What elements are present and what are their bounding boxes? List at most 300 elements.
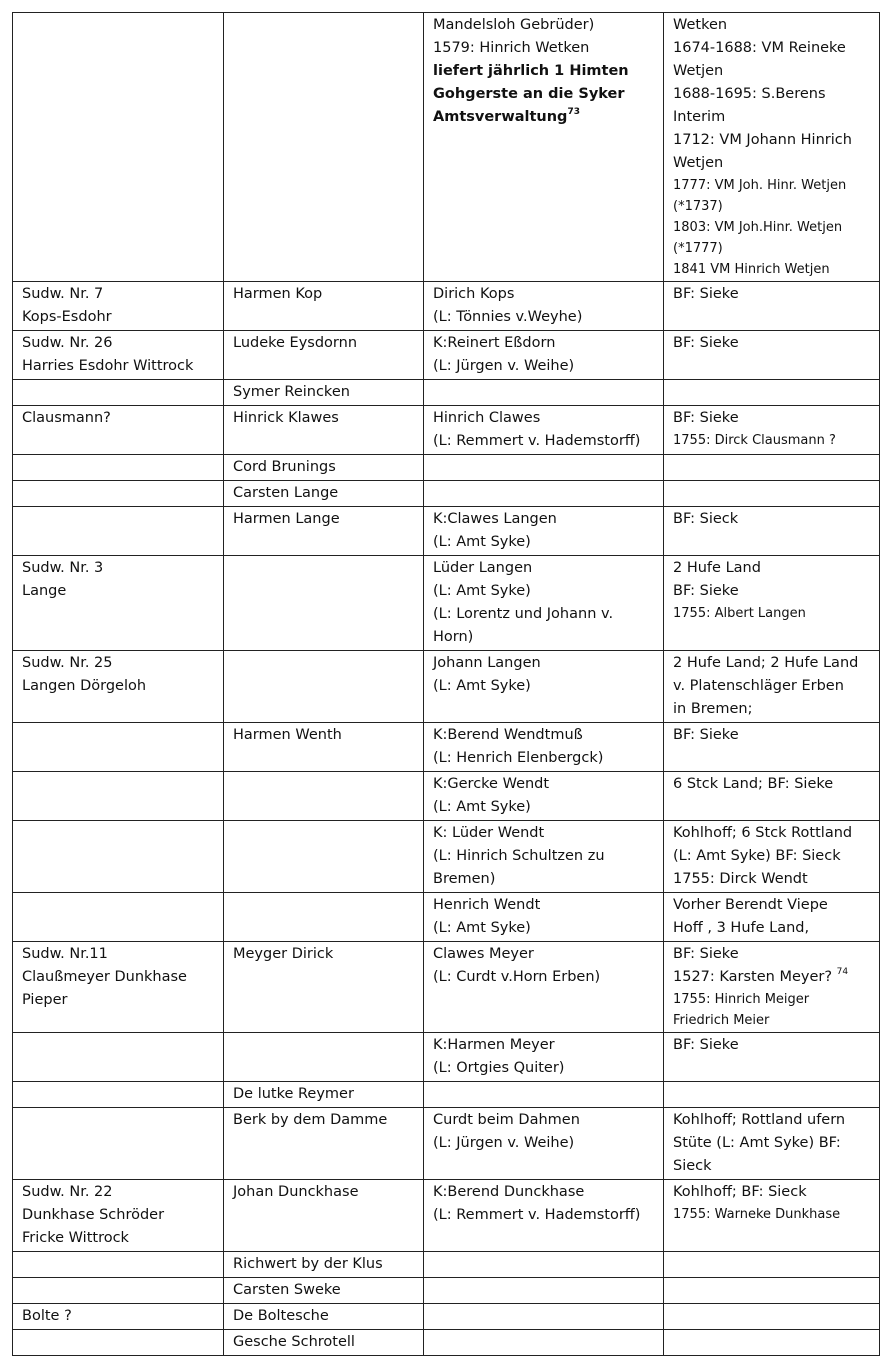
cell-text: Horn) [433,629,474,645]
holder-1585-cell [224,1082,424,1108]
cell-line [673,1010,870,1031]
holder-later-cell [424,481,664,507]
cell-line [433,868,654,891]
cell-line [673,196,870,217]
parcel-cell [13,1330,224,1356]
parcel-cell [13,13,224,282]
cell-line [433,37,654,60]
notes-cell [664,556,880,651]
cell-text: Berk by dem Damme [233,1112,388,1128]
holder-1585-cell [224,1330,424,1356]
cell-line [233,1083,414,1106]
notes-cell [664,380,880,406]
cell-text: (L: Jürgen v. Weihe) [433,358,575,374]
cell-line [673,1109,870,1132]
cell-line [433,1057,654,1080]
cell-text: Carsten Sweke [233,1282,341,1298]
cell-line [22,989,214,1012]
table-row [13,1278,880,1304]
holder-1585-cell [224,651,424,723]
holder-1585-cell [224,723,424,772]
cell-line [673,557,870,580]
cell-text: Dirich Kops [433,286,515,302]
parcel-cell [13,380,224,406]
holder-1585-cell [224,282,424,331]
holder-1585-cell [224,1180,424,1252]
cell-text: Lüder Langen [433,560,533,576]
cell-text: Kohlhoff; BF: Sieck [673,1184,807,1200]
cell-line [433,626,654,649]
notes-cell [664,1108,880,1180]
notes-cell [664,1330,880,1356]
cell-text: (L: Jürgen v. Weihe) [433,1135,575,1151]
cell-text: BF: Sieke [673,946,739,962]
table-row [13,1082,880,1108]
cell-line [433,430,654,453]
cell-text: Harmen Wenth [233,727,342,743]
parcel-cell [13,331,224,380]
parcel-cell [13,1252,224,1278]
cell-text: K:Harmen Meyer [433,1037,555,1053]
cell-text: BF: Sieke [673,583,739,599]
cell-line [433,1204,654,1227]
holder-later-cell [424,1252,664,1278]
holder-later-cell [424,507,664,556]
notes-cell [664,1180,880,1252]
footnote-ref: 74 [836,967,849,977]
cell-line [673,675,870,698]
cell-line [233,943,414,966]
cell-line [433,407,654,430]
cell-line [673,14,870,37]
cell-line [673,580,870,603]
table-row [13,821,880,893]
cell-line [22,283,214,306]
cell-line [22,1204,214,1227]
cell-text: (L: Ortgies Quiter) [433,1060,565,1076]
cell-line [433,652,654,675]
footnote-ref: 73 [567,107,580,117]
cell-line [22,966,214,989]
holder-1585-cell [224,406,424,455]
cell-text: K:Clawes Langen [433,511,557,527]
notes-cell [664,1278,880,1304]
cell-line [673,1132,870,1155]
holder-1585-cell [224,1304,424,1330]
cell-line [233,332,414,355]
cell-line [673,430,870,451]
parcel-cell [13,282,224,331]
cell-text: De Boltesche [233,1308,329,1324]
parcel-cell [13,772,224,821]
parcel-cell [13,821,224,893]
cell-line [433,1034,654,1057]
cell-text: Hinrick Klawes [233,410,339,426]
cell-line [433,747,654,770]
cell-text: Claußmeyer Dunkhase [22,969,187,985]
holder-later-cell [424,13,664,282]
holder-later-cell [424,556,664,651]
parcel-cell [13,723,224,772]
cell-line [22,332,214,355]
cell-text: (L: Tönnies v.Weyhe) [433,309,583,325]
cell-line [673,1034,870,1057]
parcel-cell [13,1278,224,1304]
cell-line [433,580,654,603]
cell-line [673,83,870,106]
cell-line [22,675,214,698]
cell-text: K: Lüder Wendt [433,825,545,841]
notes-cell [664,821,880,893]
notes-cell [664,942,880,1033]
table-row [13,455,880,481]
cell-text: Kohlhoff; 6 Stck Rottland [673,825,853,841]
cell-text: (L: Lorentz und Johann v. [433,606,614,622]
cell-line [673,989,870,1010]
cell-line [673,966,870,989]
register-table [12,12,880,1356]
cell-text: (L: Henrich Elenbergck) [433,750,604,766]
notes-cell [664,481,880,507]
holder-later-cell [424,942,664,1033]
cell-line [433,355,654,378]
cell-text: BF: Sieke [673,286,739,302]
holder-later-cell [424,406,664,455]
holder-1585-cell [224,1278,424,1304]
cell-text: BF: Sieke [673,335,739,351]
cell-line [673,917,870,940]
cell-text: Pieper [22,992,68,1008]
cell-text: Henrich Wendt [433,897,541,913]
cell-text: Curdt beim Dahmen [433,1112,580,1128]
cell-text: 1755: Hinrich Meiger [673,992,810,1007]
cell-line [233,456,414,479]
holder-later-cell [424,893,664,942]
cell-text: Dunkhase Schröder [22,1207,165,1223]
table-row [13,556,880,651]
cell-line [433,845,654,868]
cell-line [433,943,654,966]
table-row [13,723,880,772]
cell-text: K:Berend Dunckhase [433,1184,585,1200]
cell-line [433,557,654,580]
cell-text: Ludeke Eysdornn [233,335,358,351]
notes-cell [664,772,880,821]
parcel-cell [13,1082,224,1108]
cell-line [233,1109,414,1132]
holder-1585-cell [224,331,424,380]
cell-line [673,175,870,196]
cell-text: Richwert by der Klus [233,1256,383,1272]
cell-text: Vorher Berendt Viepe [673,897,828,913]
cell-text: 2 Hufe Land; 2 Hufe Land [673,655,859,671]
cell-line [673,943,870,966]
table-row [13,1252,880,1278]
cell-text: 1755: Albert Langen [673,606,806,621]
cell-text: 1803: VM Joh.Hinr. Wetjen [673,220,843,235]
cell-line [673,259,870,280]
cell-line [433,822,654,845]
cell-text: BF: Sieke [673,410,739,426]
cell-text: Bolte ? [22,1308,72,1324]
cell-text: 6 Stck Land; BF: Sieke [673,776,834,792]
cell-text: 1755: Warneke Dunkhase [673,1207,841,1222]
holder-later-cell [424,331,664,380]
notes-cell [664,1082,880,1108]
parcel-cell [13,507,224,556]
cell-line [22,580,214,603]
holder-1585-cell [224,821,424,893]
parcel-cell [13,942,224,1033]
cell-text: (L: Curdt v.Horn Erben) [433,969,601,985]
cell-text: 2 Hufe Land [673,560,761,576]
cell-line [673,1181,870,1204]
holder-1585-cell [224,1108,424,1180]
holder-later-cell [424,723,664,772]
cell-text: (*1737) [673,199,723,214]
cell-text: Fricke Wittrock [22,1230,129,1246]
holder-1585-cell [224,507,424,556]
cell-line [673,283,870,306]
cell-text: Amtsverwaltung [433,109,568,125]
cell-line [673,332,870,355]
cell-text: 1674-1688: VM Reineke [673,40,846,56]
notes-cell [664,1252,880,1278]
cell-text: Meyger Dirick [233,946,334,962]
cell-text: Harmen Lange [233,511,340,527]
holder-1585-cell [224,13,424,282]
cell-line [673,37,870,60]
cell-text: Clausmann? [22,410,111,426]
parcel-cell [13,1304,224,1330]
holder-1585-cell [224,380,424,406]
cell-text: Mandelsloh Gebrüder) [433,17,595,33]
cell-line [433,531,654,554]
table-row [13,380,880,406]
parcel-cell [13,651,224,723]
table-row [13,406,880,455]
holder-1585-cell [224,1033,424,1082]
holder-later-cell [424,1108,664,1180]
cell-text: Friedrich Meier [673,1013,770,1028]
cell-text: Gohgerste an die Syker [433,86,625,102]
parcel-cell [13,406,224,455]
cell-text: 1755: Dirck Clausmann ? [673,433,836,448]
cell-line [22,407,214,430]
cell-text: Symer Reincken [233,384,350,400]
cell-line [673,152,870,175]
cell-text: (L: Amt Syke) [433,534,531,550]
cell-text: Johann Langen [433,655,541,671]
cell-line [673,698,870,721]
cell-line [673,60,870,83]
cell-line [233,283,414,306]
cell-text: Wetjen [673,155,724,171]
cell-line [433,283,654,306]
parcel-cell [13,893,224,942]
cell-text: K:Reinert Eßdorn [433,335,556,351]
cell-line [433,603,654,626]
cell-line [233,1279,414,1302]
table-row [13,893,880,942]
cell-text: Kops-Esdohr [22,309,112,325]
cell-text: (*1777) [673,241,723,256]
notes-cell [664,723,880,772]
cell-line [433,724,654,747]
holder-1585-cell [224,1252,424,1278]
cell-line [673,129,870,152]
cell-line [22,1181,214,1204]
cell-text: in Bremen; [673,701,753,717]
cell-line [433,1109,654,1132]
table-row [13,507,880,556]
cell-line [233,1331,414,1354]
cell-line [22,306,214,329]
holder-1585-cell [224,942,424,1033]
cell-line [233,508,414,531]
cell-text: Harries Esdohr Wittrock [22,358,194,374]
table-row [13,942,880,1033]
cell-text: Hoff , 3 Hufe Land, [673,920,810,936]
notes-cell [664,331,880,380]
cell-text: Stüte (L: Amt Syke) BF: [673,1135,841,1151]
cell-line [433,966,654,989]
cell-text: Cord Brunings [233,459,336,475]
cell-line [433,306,654,329]
cell-text: (L: Amt Syke) [433,799,531,815]
cell-text: Wetken [673,17,728,33]
cell-line [673,217,870,238]
cell-line [233,724,414,747]
cell-line [22,652,214,675]
cell-text: Johan Dunckhase [233,1184,359,1200]
cell-text: (L: Remmert v. Hademstorff) [433,1207,641,1223]
cell-line [673,868,870,891]
notes-cell [664,13,880,282]
cell-text: Lange [22,583,67,599]
notes-cell [664,507,880,556]
cell-line [233,482,414,505]
cell-line [433,60,654,83]
holder-later-cell [424,455,664,481]
cell-line [233,407,414,430]
cell-text: Sudw. Nr. 25 [22,655,113,671]
cell-text: (L: Amt Syke) [433,583,531,599]
holder-1585-cell [224,481,424,507]
cell-line [22,1227,214,1250]
cell-text: De lutke Reymer [233,1086,354,1102]
cell-line [433,508,654,531]
cell-line [673,773,870,796]
table-row [13,1304,880,1330]
table-row [13,481,880,507]
table-row [13,1330,880,1356]
cell-text: BF: Sieck [673,511,739,527]
cell-text: Hinrich Clawes [433,410,541,426]
cell-text: Sudw. Nr. 26 [22,335,113,351]
cell-text: liefert jährlich 1 Himten [433,63,629,79]
table-row [13,331,880,380]
cell-line [433,894,654,917]
parcel-cell [13,481,224,507]
cell-text: 1527: Karsten Meyer? [673,969,837,985]
cell-text: Sudw. Nr. 22 [22,1184,113,1200]
cell-text: (L: Hinrich Schultzen zu [433,848,605,864]
notes-cell [664,893,880,942]
cell-text: K:Gercke Wendt [433,776,550,792]
cell-text: 1688-1695: S.Berens [673,86,826,102]
parcel-cell [13,556,224,651]
holder-later-cell [424,651,664,723]
cell-text: 1777: VM Joh. Hinr. Wetjen [673,178,847,193]
cell-line [673,508,870,531]
table-row [13,772,880,821]
cell-text: (L: Amt Syke) [433,920,531,936]
cell-text: Wetjen [673,63,724,79]
holder-later-cell [424,380,664,406]
notes-cell [664,455,880,481]
holder-1585-cell [224,556,424,651]
cell-line [22,943,214,966]
cell-line [673,238,870,259]
cell-line [433,14,654,37]
parcel-cell [13,1108,224,1180]
cell-text: Clawes Meyer [433,946,534,962]
cell-text: Gesche Schrotell [233,1334,355,1350]
cell-text: BF: Sieke [673,1037,739,1053]
holder-1585-cell [224,893,424,942]
cell-text: Langen Dörgeloh [22,678,147,694]
cell-line [673,603,870,624]
cell-line [673,822,870,845]
cell-text: (L: Remmert v. Hademstorff) [433,433,641,449]
cell-line [233,1253,414,1276]
cell-text: Kohlhoff; Rottland ufern [673,1112,846,1128]
cell-line [433,796,654,819]
notes-cell [664,1304,880,1330]
cell-line [673,845,870,868]
holder-later-cell [424,772,664,821]
holder-later-cell [424,821,664,893]
cell-text: Sudw. Nr. 7 [22,286,104,302]
parcel-cell [13,455,224,481]
holder-later-cell [424,282,664,331]
table-row [13,651,880,723]
holder-later-cell [424,1180,664,1252]
cell-text: 1579: Hinrich Wetken [433,40,590,56]
notes-cell [664,406,880,455]
holder-later-cell [424,1033,664,1082]
holder-later-cell [424,1082,664,1108]
cell-line [433,106,654,129]
cell-text: Harmen Kop [233,286,323,302]
cell-text: 1712: VM Johann Hinrich [673,132,852,148]
cell-line [673,1155,870,1178]
cell-line [673,894,870,917]
cell-line [433,675,654,698]
table-row [13,1108,880,1180]
cell-text: BF: Sieke [673,727,739,743]
parcel-cell [13,1180,224,1252]
notes-cell [664,282,880,331]
cell-line [673,652,870,675]
cell-line [22,355,214,378]
table-row [13,282,880,331]
cell-text: K:Berend Wendtmuß [433,727,583,743]
cell-line [22,557,214,580]
table-row [13,13,880,282]
cell-text: Sieck [673,1158,712,1174]
